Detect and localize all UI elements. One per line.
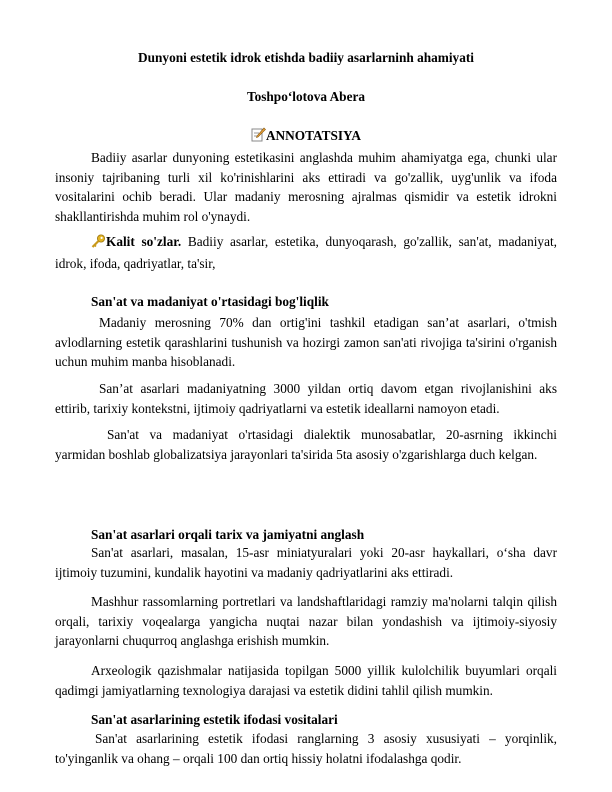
- keywords-paragraph: [55, 232, 557, 273]
- section-paragraph: San'at asarlarining estetik ifodasi ranglarning 3 asosiy xususiyati – yorqinlik, to'yinganlik va ohang – orqali 100 dan ortiq hissiy holatni ifodalashga qodir.: [55, 731, 557, 766]
- section-heading: San'at asarlarining estetik ifodasi vositalari: [91, 712, 338, 727]
- section-paragraph: Mashhur rassomlarning portretlari va landshaftlaridagi ramziy ma'nolarni talqin qilish orqali, tarixiy voqealarga yangicha nuqtai nazar bilan yondashish va ijtimoiy-siyosiy jarayonlarni chuqurroq anglashga erishish mumkin.: [55, 594, 557, 648]
- section-paragraph: San'at asarlari, masalan, 15-asr miniatyuralari yoki 20-asr haykallari, o‘sha davr ijtimoiy tuzumini, kundalik hayotini va madaniy qadriyatlarini aks ettiradi.: [55, 545, 557, 580]
- memo-pencil-icon: [251, 127, 266, 146]
- key-icon: [91, 234, 106, 254]
- keywords-text: Badiiy asarlar, estetika, dunyoqarash, go'zallik, san'at, madaniyat, idrok, ifoda, qadriyatlar, ta'sir,: [55, 234, 557, 271]
- section-heading: San'at asarlari orqali tarix va jamiyatni anglash: [91, 527, 365, 542]
- annotation-heading: ANNOTATSIYA: [265, 128, 362, 143]
- section-paragraph: Arxeologik qazishmalar natijasida topilgan 5000 yillik kulolchilik buyumlari orqali qadimgi jamiyatlarning texnologiya darajasi va estetik didini tahlil qilish mumkin.: [55, 663, 557, 698]
- author-name: Toshpo‘lotova Abera: [246, 89, 366, 104]
- keywords-label: Kalit so'zlar.: [106, 234, 182, 249]
- annotation-heading-line: [0, 127, 612, 146]
- section-paragraph: San'at va madaniyat o'rtasidagi dialektik munosabatlar, 20-asrning ikkinchi yarmidan boshlab globalizatsiya jarayonlari ta'sirida 5ta asosiy o'zgarishlarga duch kelgan.: [55, 427, 557, 462]
- section-paragraph: Madaniy merosning 70% dan ortig'ini tashkil etadigan san’at asarlari, o'tmish avlodlarning estetik qarashlarini tushunish va hozirgi zamon san'ati rivojiga ta'sirini o'rganish uchun muhim manba hisoblanadi.: [55, 315, 557, 369]
- annotation-text: Badiiy asarlar dunyoning estetikasini anglashda muhim ahamiyatga ega, chunki ular insoniy tajribaning turli xil ko'rinishlarini aks ettiradi va go'zallik, uyg'unlik va ifoda vositalarini ochib beradi. Ular madaniy merosning ajralmas qismidir va estetik idrokni shakllantirishda muhim rol o'ynaydi.: [55, 150, 557, 224]
- section-heading: San'at va madaniyat o'rtasidagi bog'liqlik: [91, 294, 329, 309]
- section-paragraph: San’at asarlari madaniyatning 3000 yildan ortiq davom etgan rivojlanishini aks ettirib, tarixiy kontekstni, ijtimoiy qadriyatlarni va estetik ideallarni namoyon etadi.: [55, 381, 557, 416]
- document-title: Dunyoni estetik idrok etishda badiiy asarlarninh ahamiyati: [138, 50, 474, 65]
